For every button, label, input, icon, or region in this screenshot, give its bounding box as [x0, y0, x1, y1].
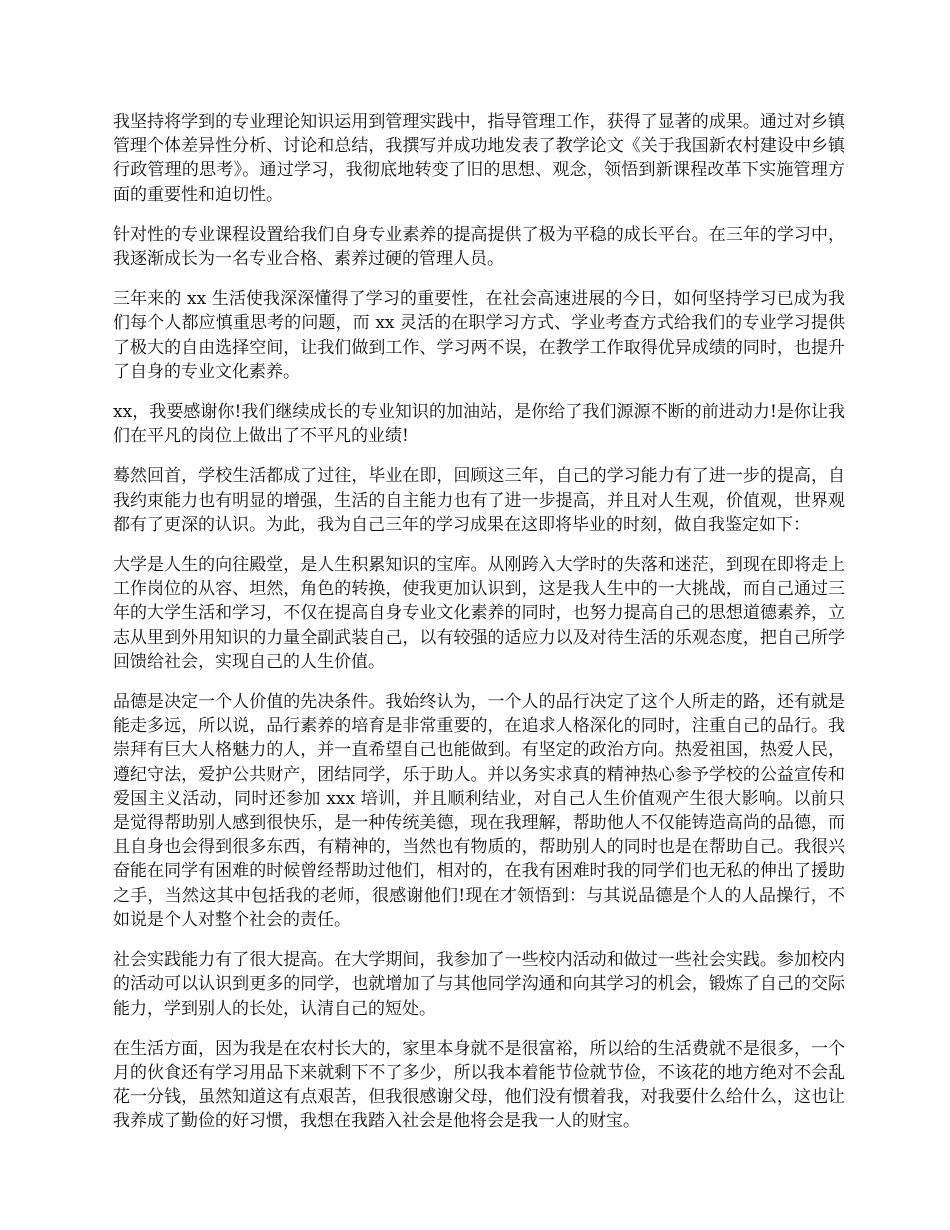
paragraph-4: xx，我要感谢你!我们继续成长的专业知识的加油站，是你给了我们源源不断的前进动力!是你让我们在平凡的岗位上做出了不平凡的业绩!: [113, 402, 845, 447]
paragraph-8: 社会实践能力有了很大提高。在大学期间，我参加了一些校内活动和做过一些社会实践。参加校内的活动可以认识到更多的同学，也就增加了与其他同学沟通和向其学习的机会，锻炼了自己的交际能力，学到别人的长处，认清自己的短处。: [113, 950, 845, 1019]
paragraph-2: 针对性的专业课程设置给我们自身专业素养的提高提供了极为平稳的成长平台。在三年的学习中，我逐渐成长为一名专业合格、素养过硬的管理人员。: [113, 224, 845, 270]
paragraph-3: 三年来的 xx 生活使我深深懂得了学习的重要性，在社会高速进展的今日，如何坚持学习已成为我们每个人都应慎重思考的问题，而 xx 灵活的在职学习方式、学业考查方式给我们的专业学习提供了极大的自由选择空间，让我们做到工作、学习两不误，在教学工作取得优异成绩的同时，也提升了自身的专业文化素养。: [113, 289, 845, 382]
paragraph-1: 我坚持将学到的专业理论知识运用到管理实践中，指导管理工作，获得了显著的成果。通过对乡镇管理个体差异性分析、讨论和总结，我撰写并成功地发表了教学论文《关于我国新农村建设中乡镇行政管理的思考》。通过学习，我彻底地转变了旧的思想、观念，领悟到新课程改革下实施管理方面的重要性和迫切性。: [113, 112, 845, 205]
paragraph-9: 在生活方面，因为我是在农村长大的，家里本身就不是很富裕，所以给的生活费就不是很多，一个月的伙食还有学习用品下来就剩下不了多少，所以我本着能节俭就节俭，不该花的地方绝对不会乱花一分钱，虽然知道这有点艰苦，但我很感谢父母，他们没有惯着我，对我要什么给什么，这也让我养成了勤俭的好习惯，我想在我踏入社会是他将会是我一人的财宝。: [113, 1038, 845, 1132]
paragraph-6: 大学是人生的向往殿堂，是人生积累知识的宝库。从刚跨入大学时的失落和迷茫，到现在即将走上工作岗位的从容、坦然，角色的转换，使我更加认识到，这是我人生中的一大挑战，而自己通过三年的大学生活和学习，不仅在提高自身专业文化素养的同时，也努力提高自己的思想道德素养，立志从里到外用知识的力量全副武装自己，以有较强的适应力以及对待生活的乐观态度，把自己所学回馈给社会，实现自己的人生价值。: [113, 555, 845, 672]
document-body: [113, 110, 845, 1150]
paragraph-5: 蓦然回首，学校生活都成了过往，毕业在即，回顾这三年，自己的学习能力有了进一步的提高，自我约束能力也有明显的增强，生活的自主能力也有了进一步提高，并且对人生观，价值观，世界观都有了更深的认识。为此，我为自己三年的学习成果在这即将毕业的时刻，做自我鉴定如下：: [113, 466, 845, 535]
paragraph-7: 品德是决定一个人价值的先决条件。我始终认为，一个人的品行决定了这个人所走的路，还有就是能走多远，所以说，品行素养的培育是非常重要的，在追求人格深化的同时，注重自己的品行。我崇拜有巨大人格魅力的人，并一直希望自己也能做到。有坚定的政治方向。热爱祖国，热爱人民，遵纪守法，爱护公共财产，团结同学，乐于助人。并以务实求真的精神热心参予学校的公益宣传和爱国主义活动，同时还参加 xxx 培训，并且顺利结业，对自己人生价值观产生很大影响。以前只是觉得帮助别人感到很快乐，是一种传统美德，现在我理解，帮助他人不仅能铸造高尚的品德，而且自身也会得到很多东西，有精神的，当然也有物质的，帮助别人的同时也是在帮助自己。我很兴奋能在同学有困难的时候曾经帮助过他们，相对的，在我有困难时我的同学们也无私的伸出了援助之手，当然这其中包括我的老师，很感谢他们!现在才领悟到：与其说品德是个人的人品操行，不如说是个人对整个社会的责任。: [113, 692, 845, 930]
